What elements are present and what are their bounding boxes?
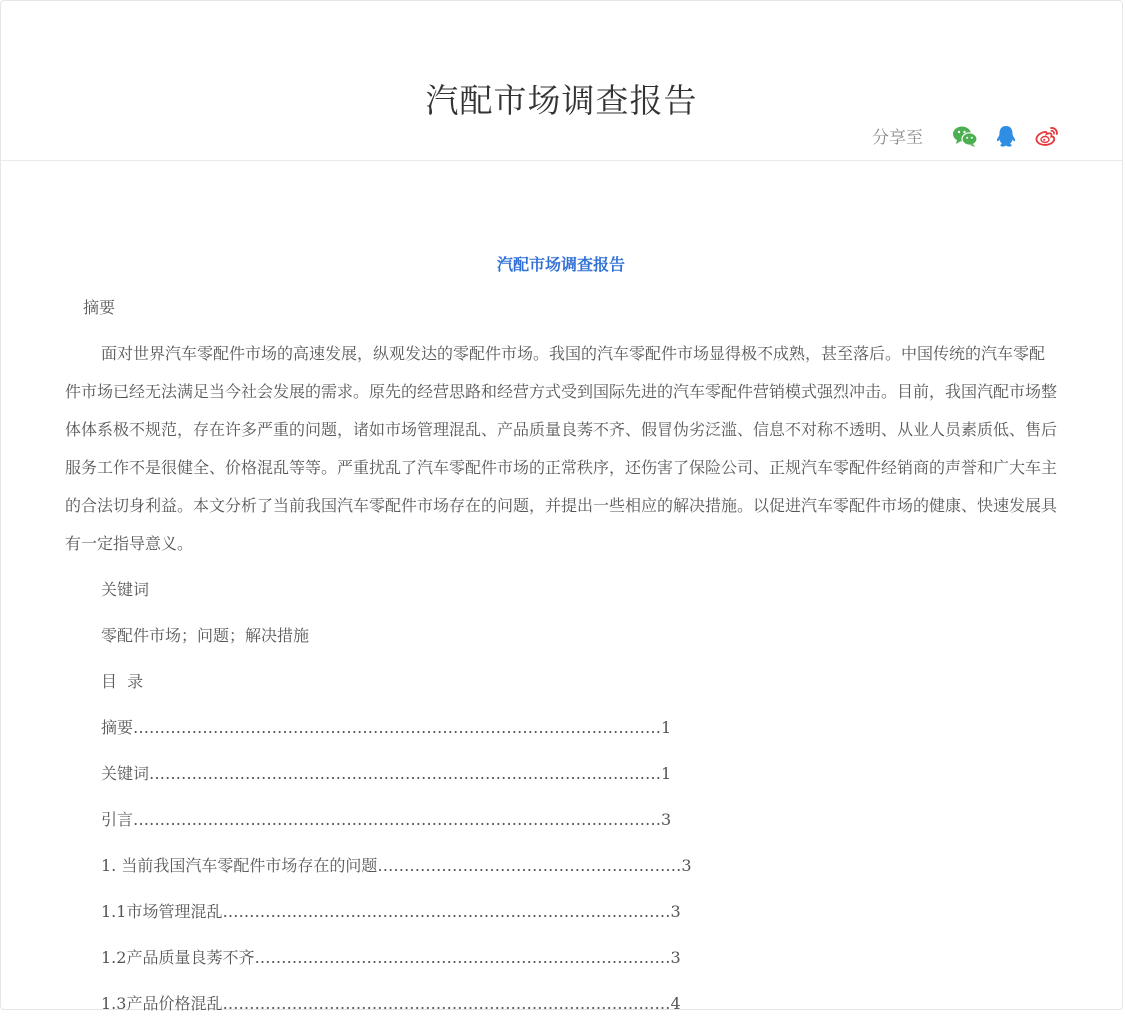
weibo-icon[interactable] [1034,124,1060,148]
page-title: 汽配市场调查报告 [425,81,698,121]
qq-icon[interactable] [993,124,1019,148]
toc-item: 1. 当前我国汽车零配件市场存在的问题…………………………………………………3 [101,856,692,875]
page-header [1,1,1122,161]
toc-item: 1.2产品质量良莠不齐……………………………………………………………………3 [101,948,681,967]
toc-item: 关键词……………………………………………………………………………………1 [101,764,672,783]
article-title: 汽配市场调查报告 [496,255,625,274]
wechat-icon[interactable] [952,124,978,148]
keywords-text: 零配件市场；问题；解决措施 [101,626,310,645]
toc-item: 1.3产品价格混乱…………………………………………………………………………4 [101,994,681,1013]
toc-item: 引言………………………………………………………………………………………3 [101,810,672,829]
share-label: 分享至 [872,128,923,148]
keywords-heading: 关键词 [101,580,150,599]
article-body [65,249,1057,1031]
abstract-heading: 摘要 [83,298,116,317]
share-bar [872,123,1060,148]
toc-item: 1.1市场管理混乱…………………………………………………………………………3 [101,902,681,921]
toc-heading: 目 录 [101,672,144,691]
toc-item: 摘要………………………………………………………………………………………1 [101,718,672,737]
abstract-paragraph: 面对世界汽车零配件市场的高速发展，纵观发达的零配件市场。我国的汽车零配件市场显得极不成熟，甚至落后。中国传统的汽车零配件市场已经无法满足当今社会发展的需求。原先的经营思路和经营方式受到国际先进的汽车零配件营销模式强烈冲击。目前，我国汽配市场整体体系极不规范，存在许多严重的问题，诸如市场管理混乱、产品质量良莠不齐、假冒伪劣泛滥、信息不对称不透明、从业人员素质低、售后服务工作不是很健全、价格混乱等等。严重扰乱了汽车零配件市场的正常秩序，还伤害了保险公司、正规汽车零配件经销商的声誉和广大车主的合法切身利益。本文分析了当前我国汽车零配件市场存在的问题，并提出一些相应的解决措施。以促进汽车零配件市场的健康、快速发展具有一定指导意义。 [65,344,1058,553]
